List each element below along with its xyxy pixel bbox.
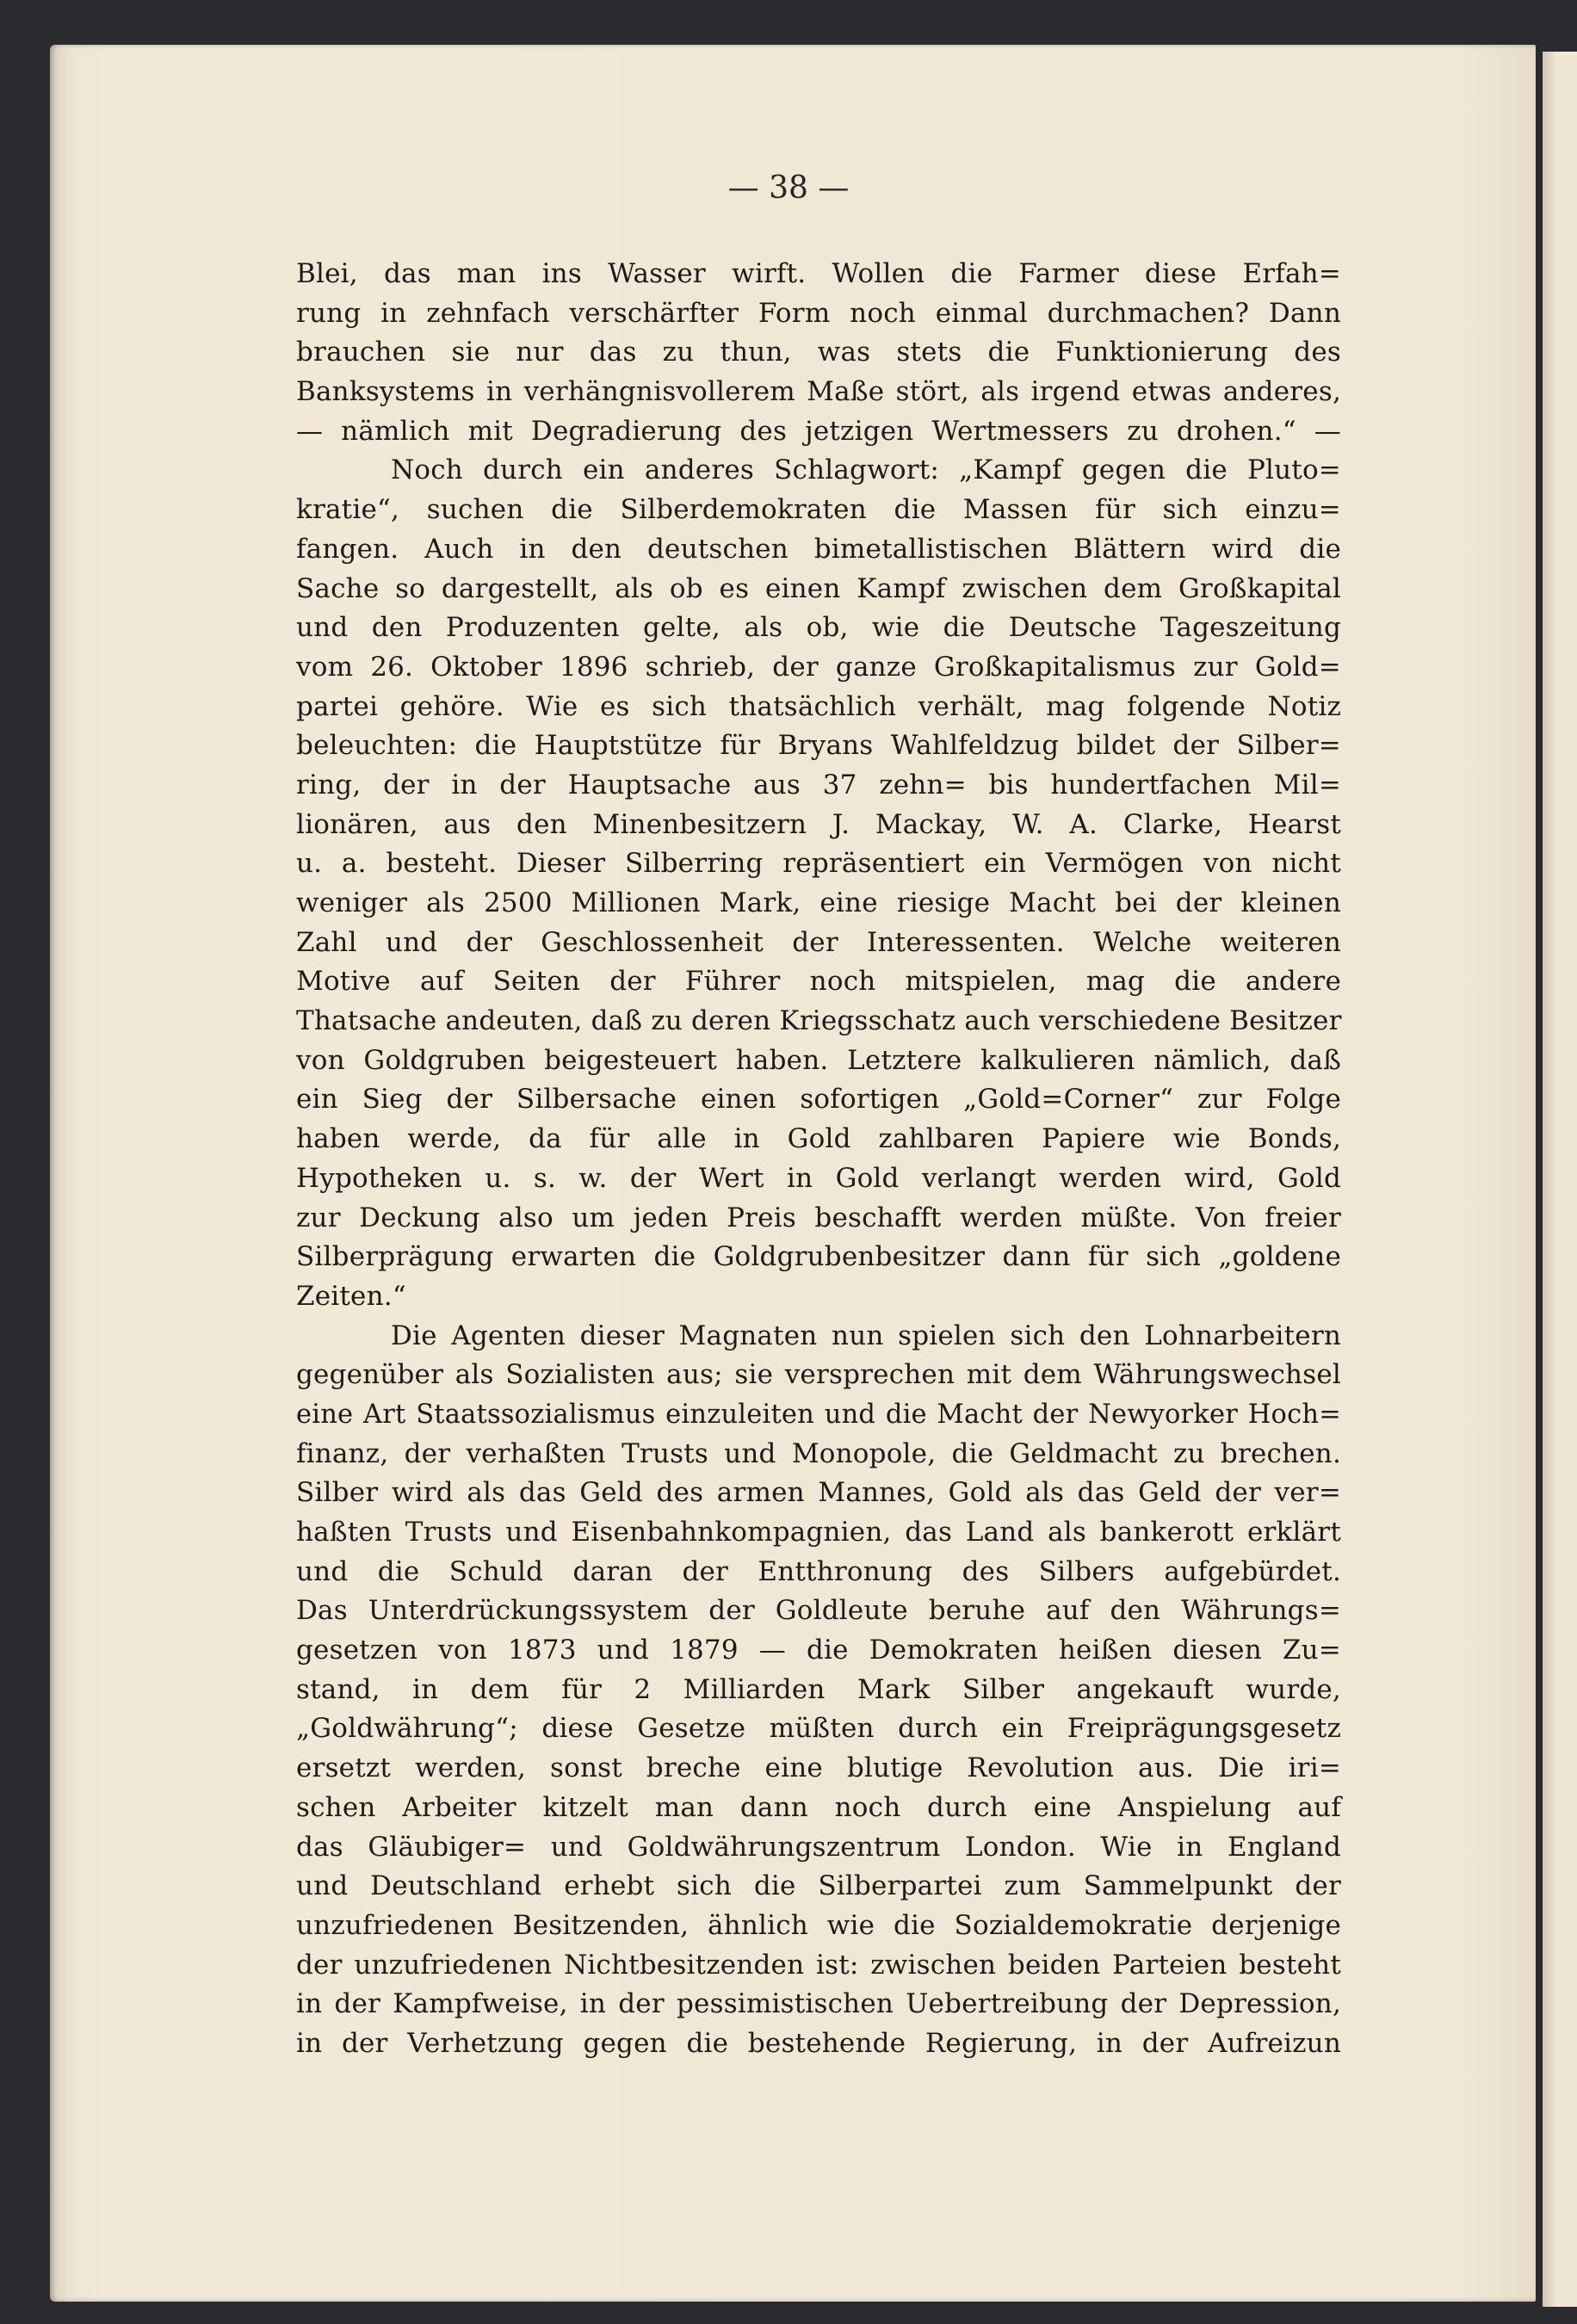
text-line: Thatsache andeuten, daß zu deren Kriegsschatz auch verschiedene Besitzer xyxy=(296,1005,1342,1037)
text-line: finanz, der verhaßten Trusts und Monopole, die Geldmacht zu brechen. xyxy=(296,1437,1341,1469)
page-number: — 38 — xyxy=(727,170,850,206)
text-line: vom 26. Oktober 1896 schrieb, der ganze Großkapitalismus zur Gold= xyxy=(296,651,1341,683)
text-line: u. a. besteht. Dieser Silberring repräsentiert ein Vermögen von nicht xyxy=(296,848,1341,880)
text-line: haßten Trusts und Eisenbahnkompagnien, das Land als bankerott erklärt xyxy=(296,1517,1341,1548)
text-line: zur Deckung also um jeden Preis beschafft werden müßte. Von freier xyxy=(296,1202,1341,1233)
text-line: von Goldgruben beigesteuert haben. Letztere kalkulieren nämlich, daß xyxy=(296,1044,1341,1076)
text-line: Zeiten.“ xyxy=(296,1280,406,1312)
text-line: ein Sieg der Silbersache einen sofortigen „Gold=Corner“ zur Folge xyxy=(296,1084,1341,1116)
text-line: Banksystems in verhängnisvollerem Maße stört, als irgend etwas anderes, xyxy=(296,376,1341,408)
text-line: unzufriedenen Besitzenden, ähnlich wie die Sozialdemokratie derjenige xyxy=(296,1909,1341,1941)
adjacent-page-edge xyxy=(1543,52,1577,2307)
text-line: gegenüber als Sozialisten aus; sie versprechen mit dem Währungswechsel xyxy=(296,1359,1341,1391)
text-line: ring, der in der Hauptsache aus 37 zehn= bis hundertfachen Mil= xyxy=(296,769,1341,800)
text-line: der unzufriedenen Nichtbesitzenden ist: zwischen beiden Parteien besteht xyxy=(296,1949,1341,1981)
text-line: und die Schuld daran der Entthronung des Silbers aufgebürdet. xyxy=(296,1555,1341,1587)
text-line: haben werde, da für alle in Gold zahlbaren Papiere wie Bonds, xyxy=(296,1123,1341,1155)
text-line: schen Arbeiter kitzelt man dann noch durch eine Anspielung auf xyxy=(296,1791,1341,1823)
text-line: Das Unterdrückungssystem der Goldleute beruhe auf den Währungs= xyxy=(296,1595,1341,1627)
text-line: Die Agenten dieser Magnaten nun spielen sich den Lohnarbeitern xyxy=(391,1320,1341,1351)
text-line: gesetzen von 1873 und 1879 — die Demokraten heißen diesen Zu= xyxy=(296,1635,1341,1666)
body-text xyxy=(296,255,1341,2064)
text-line: partei gehöre. Wie es sich thatsächlich verhält, mag folgende Notiz xyxy=(296,690,1341,722)
text-line: Zahl und der Geschlossenheit der Interessenten. Welche weiteren xyxy=(296,926,1341,958)
text-line: und den Produzenten gelte, als ob, wie die Deutsche Tageszeitung xyxy=(296,612,1341,644)
text-line: lionären, aus den Minenbesitzern J. Mackay, W. A. Clarke, Hearst xyxy=(296,808,1341,840)
text-line: Silber wird als das Geld des armen Mannes, Gold als das Geld der ver= xyxy=(296,1477,1341,1509)
text-line: eine Art Staatssozialismus einzuleiten und die Macht der Newyorker Hoch= xyxy=(296,1399,1341,1430)
text-line: in der Verhetzung gegen die bestehende Regierung, in der Aufreizun xyxy=(296,2027,1341,2059)
text-line: beleuchten: die Hauptstütze für Bryans Wahlfeldzug bildet der Silber= xyxy=(296,730,1341,762)
text-line: rung in zehnfach verschärfter Form noch einmal durchmachen? Dann xyxy=(296,297,1341,329)
text-line: — nämlich mit Degradierung des jetzigen Wertmessers zu drohen.“ — xyxy=(296,415,1341,447)
text-line: weniger als 2500 Millionen Mark, eine riesige Macht bei der kleinen xyxy=(296,887,1341,918)
text-line: und Deutschland erhebt sich die Silberpartei zum Sammelpunkt der xyxy=(296,1870,1341,1902)
text-line: „Goldwährung“; diese Gesetze müßten durch ein Freiprägungsgesetz xyxy=(296,1713,1341,1745)
text-line: Sache so dargestellt, als ob es einen Kampf zwischen dem Großkapital xyxy=(296,572,1341,604)
text-line: kratie“, suchen die Silberdemokraten die Massen für sich einzu= xyxy=(296,494,1341,526)
text-line: Hypotheken u. s. w. der Wert in Gold verlangt werden wird, Gold xyxy=(296,1162,1341,1194)
text-line: Noch durch ein anderes Schlagwort: „Kampf gegen die Pluto= xyxy=(391,454,1341,486)
text-line: ersetzt werden, sonst breche eine blutige Revolution aus. Die iri= xyxy=(296,1752,1341,1784)
text-line: Blei, das man ins Wasser wirft. Wollen die Farmer diese Erfah= xyxy=(296,258,1341,289)
text-line: das Gläubiger= und Goldwährungszentrum London. Wie in England xyxy=(296,1831,1341,1863)
text-line: Motive auf Seiten der Führer noch mitspielen, mag die andere xyxy=(296,966,1341,998)
text-line: stand, in dem für 2 Milliarden Mark Silber angekauft wurde, xyxy=(296,1673,1341,1705)
text-line: fangen. Auch in den deutschen bimetallistischen Blättern wird die xyxy=(296,533,1341,565)
text-line: Silberprägung erwarten die Goldgrubenbesitzer dann für sich „goldene xyxy=(296,1241,1341,1273)
text-line: brauchen sie nur das zu thun, was stets die Funktionierung des xyxy=(296,337,1341,368)
text-line: in der Kampfweise, in der pessimistischen Uebertreibung der Depression, xyxy=(296,1988,1341,2020)
